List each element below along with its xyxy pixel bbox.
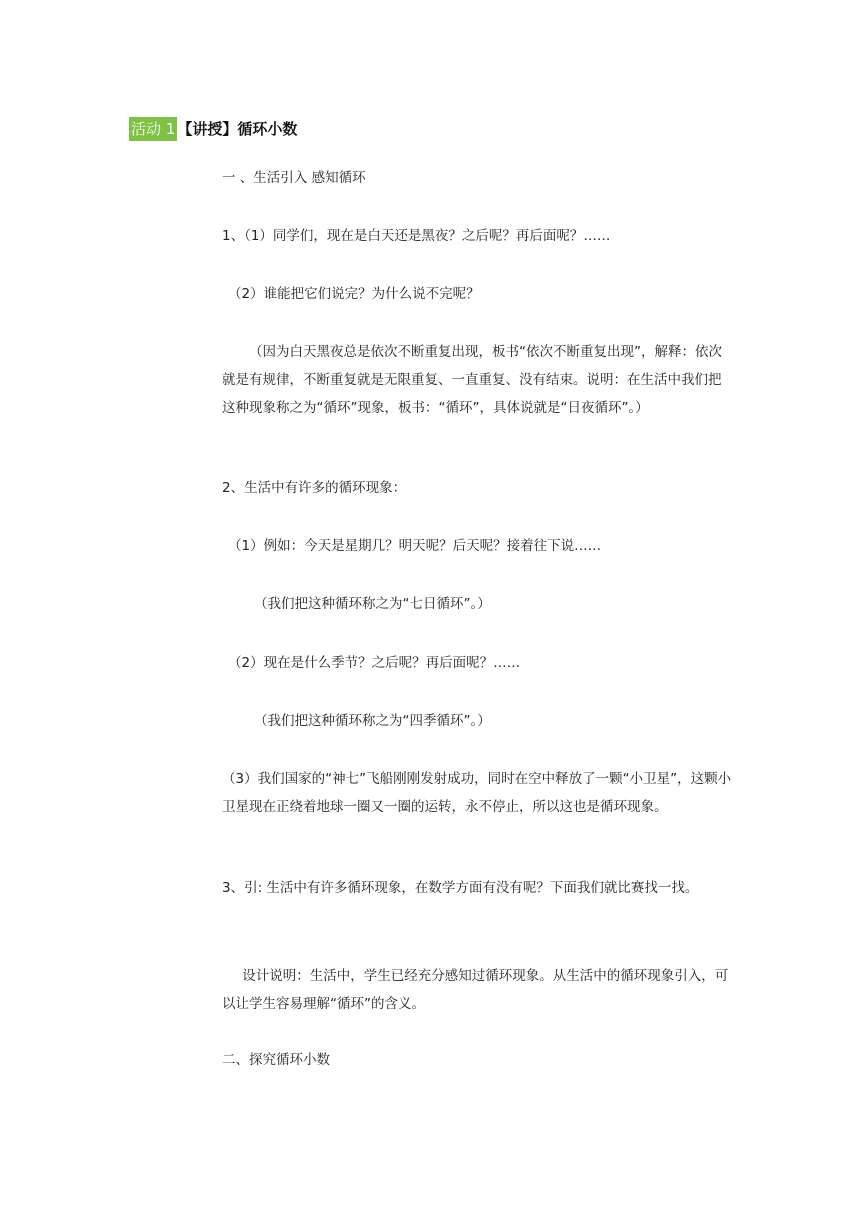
paragraph-9: （3）我们国家的“神七”飞船刚刚发射成功，同时在空中释放了一颗“小卫星”，这颗小卫星现在正绕着地球一圈又一圈的运转，永不停止，所以这也是循环现象。 [222, 771, 732, 815]
paragraph-10: 3、引: 生活中有许多循环现象，在数学方面有没有呢？下面我们就比赛找一找。 [222, 880, 699, 896]
paragraph-1: 1、（1）同学们，现在是白天还是黑夜？之后呢？再后面呢？…… [222, 228, 611, 244]
paragraph-4: 2、生活中有许多的循环现象： [222, 480, 407, 496]
activity-tag: 活动 1 [129, 117, 177, 141]
paragraph-2: （2）谁能把它们说完？为什么说不完呢？ [228, 286, 480, 302]
section1-title: 一 、生活引入 感知循环 [222, 170, 366, 186]
paragraph-3: （因为白天黑夜总是依次不断重复出现，板书“依次不断重复出现”，解释：依次就是有规律，不断重复就是无限重复、一直重复、没有结束。说明：在生活中我们把这种现象称之为“循环”现象，板书：“循环”，具体说就是“日夜循环”。） [222, 344, 722, 416]
paragraph-6: （我们把这种循环称之为“七日循环”。） [254, 596, 491, 612]
activity-title: 【讲授】循环小数 [177, 120, 298, 138]
activity-heading [129, 117, 297, 141]
section2-title: 二、探究循环小数 [222, 1052, 330, 1068]
paragraph-11: 设计说明：生活中，学生已经充分感知过循环现象。从生活中的循环现象引入，可以让学生容易理解“循环”的含义。 [222, 968, 729, 1012]
paragraph-8: （我们把这种循环称之为“四季循环”。） [254, 713, 491, 729]
paragraph-7: （2）现在是什么季节？之后呢？再后面呢？…… [228, 655, 521, 671]
paragraph-5: （1）例如：今天是星期几？明天呢？后天呢？接着往下说…… [228, 538, 602, 554]
